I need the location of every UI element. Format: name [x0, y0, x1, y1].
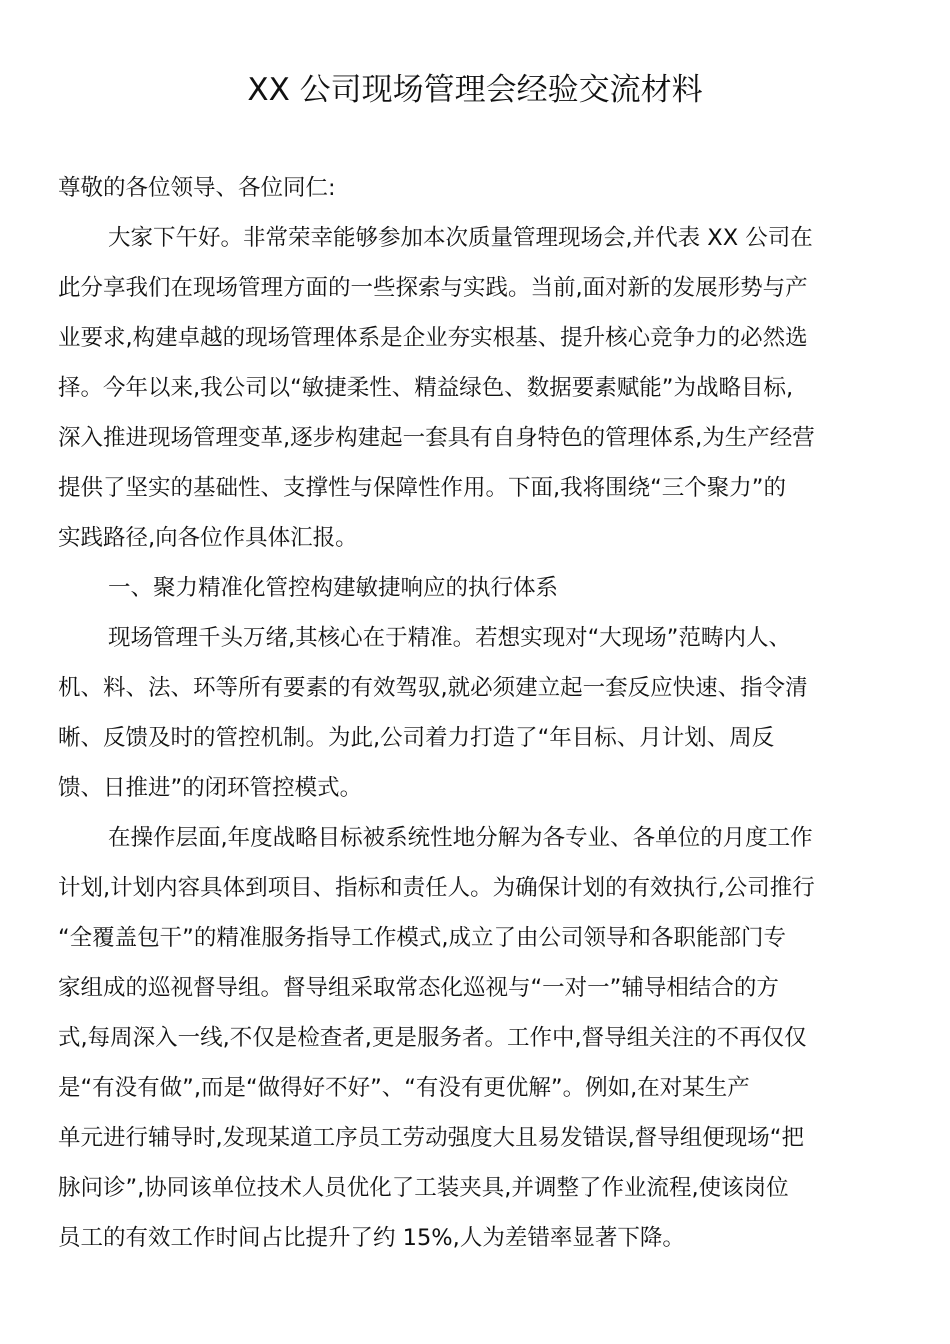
paragraph-line: 业要求,构建卓越的现场管理体系是企业夯实根基、提升核心竞争力的必然选	[58, 325, 808, 351]
salutation: 尊敬的各位领导、各位同仁:	[58, 175, 336, 201]
paragraph-line: 大家下午好。非常荣幸能够参加本次质量管理现场会,并代表 XX 公司在	[108, 225, 813, 251]
paragraph-line: 此分享我们在现场管理方面的一些探索与实践。当前,面对新的发展形势与产	[58, 275, 808, 301]
paragraph-line: 在操作层面,年度战略目标被系统性地分解为各专业、各单位的月度工作	[108, 825, 813, 851]
paragraph-line: 计划,计划内容具体到项目、指标和责任人。为确保计划的有效执行,公司推行	[58, 875, 815, 901]
section-heading: 一、聚力精准化管控构建敏捷响应的执行体系	[108, 575, 559, 601]
paragraph-line: 脉问诊”,协同该单位技术人员优化了工装夹具,并调整了作业流程,使该岗位	[58, 1175, 789, 1201]
paragraph-line: 家组成的巡视督导组。督导组采取常态化巡视与“一对一”辅导相结合的方	[58, 975, 779, 1001]
paragraph-line: 现场管理千头万绪,其核心在于精准。若想实现对“大现场”范畴内人、	[108, 625, 791, 651]
paragraph-line: 式,每周深入一线,不仅是检查者,更是服务者。工作中,督导组关注的不再仅仅	[58, 1025, 807, 1051]
paragraph-line: 员工的有效工作时间占比提升了约 15%,人为差错率显著下降。	[58, 1225, 685, 1251]
document-title: XX 公司现场管理会经验交流材料	[247, 72, 703, 108]
paragraph-line: 择。今年以来,我公司以“敏捷柔性、精益绿色、数据要素赋能”为战略目标,	[58, 375, 794, 401]
paragraph-line: 是“有没有做”,而是“做得好不好”、“有没有更优解”。例如,在对某生产	[58, 1075, 750, 1101]
paragraph-line: 机、料、法、环等所有要素的有效驾驭,就必须建立起一套反应快速、指令清	[58, 675, 808, 701]
paragraph-line: 提供了坚实的基础性、支撑性与保障性作用。下面,我将围绕“三个聚力”的	[58, 475, 786, 501]
paragraph-line: 馈、日推进”的闭环管控模式。	[58, 775, 363, 801]
paragraph-line: 深入推进现场管理变革,逐步构建起一套具有自身特色的管理体系,为生产经营	[58, 425, 815, 451]
paragraph-line: 实践路径,向各位作具体汇报。	[58, 525, 358, 551]
paragraph-line: 单元进行辅导时,发现某道工序员工劳动强度大且易发错误,督导组便现场“把	[58, 1125, 804, 1151]
paragraph-line: 晰、反馈及时的管控机制。为此,公司着力打造了“年目标、月计划、周反	[58, 725, 775, 751]
paragraph-line: “全覆盖包干”的精准服务指导工作模式,成立了由公司领导和各职能部门专	[58, 925, 786, 951]
